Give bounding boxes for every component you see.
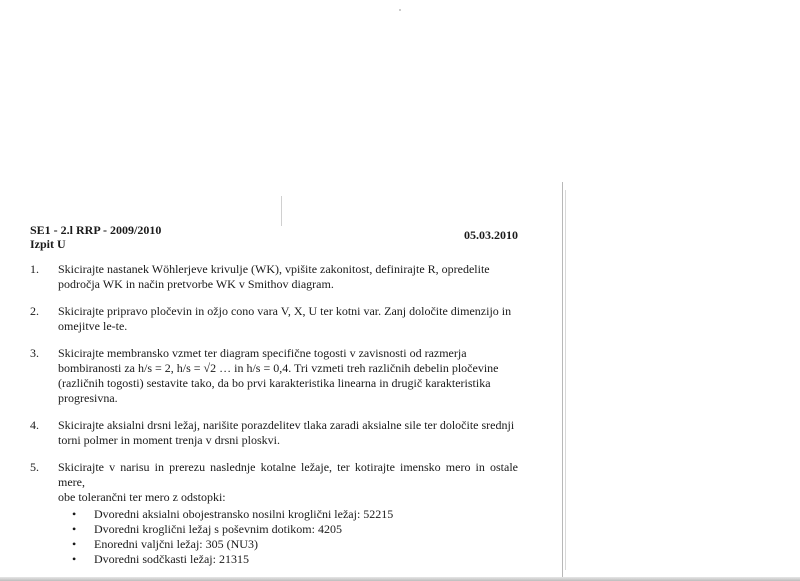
question-line: torni polmer in moment trenja v drsni ploskvi. [58,433,280,447]
course-title: SE1 - 2.l RRP - 2009/2010 [30,223,162,237]
question-line: bombiranosti za h/s = 2, h/s = √2 … in h/s = 0,4. Tri vzmeti treh različnih debelin pločevine [58,361,499,375]
question-line: omejitve le-te. [58,319,128,333]
question-number: 5. [30,460,39,474]
paper-edge-right-shadow [565,190,566,570]
question-line: (različnih togosti) sestavite tako, da bo prvi karakteristika linearna in drugič karakteristika [58,376,491,390]
bullet-icon: • [72,522,77,536]
exam-title: Izpit U [30,237,66,251]
bearing-item [58,552,518,567]
scan-speck [399,9,401,11]
question-item [30,460,518,567]
exam-header [30,223,161,251]
question-line: Skicirajte v narisu in prerezu naslednje kotalne ležaje, ter kotirajte imensko mero in ostale mere, [58,460,518,489]
bullet-icon: • [72,537,77,551]
paper-edge-right [562,182,563,581]
question-list [30,262,518,579]
question-number: 4. [30,418,39,432]
question-line: Skicirajte aksialni drsni ležaj, narišite porazdelitev tlaka zaradi aksialne sile ter določite srednji [58,418,515,432]
bearing-item [58,522,518,537]
bearing-label: Dvoredni aksialni obojestransko nosilni kroglični ležaj: 52215 [94,507,394,521]
question-line: progresivna. [58,391,118,405]
question-item [30,346,518,406]
bearing-item [58,537,518,552]
question-item [30,418,518,448]
question-number: 3. [30,346,39,360]
scan-fold-mark [281,196,282,226]
question-number: 1. [30,262,39,276]
bearing-label: Dvoredni kroglični ležaj s poševnim dotikom: 4205 [94,522,342,536]
question-line: Skicirajte membransko vzmet ter diagram specifične togosti v zavisnosti od razmerja [58,346,467,360]
question-line: področja WK in način pretvorbe WK v Smithov diagram. [58,277,334,291]
bearing-label: Dvoredni sodčkasti ležaj: 21315 [94,552,249,566]
question-item [30,262,518,292]
question-line: obe tolerančni ter mero z odstopki: [58,490,226,504]
bearing-item [58,507,518,522]
exam-date: 05.03.2010 [464,228,518,242]
bullet-icon: • [72,507,77,521]
question-item [30,304,518,334]
question-line: Skicirajte nastanek Wöhlerjeve krivulje (WK), vpišite zakonitost, definirajte R, opredelite [58,262,490,276]
question-line: Skicirajte pripravo pločevin in ožjo cono vara V, X, U ter kotni var. Zanj določite dimenzijo in [58,304,512,318]
bearing-list [58,507,518,567]
question-number: 2. [30,304,39,318]
bullet-icon: • [72,552,77,566]
bearing-label: Enoredni valjčni ležaj: 305 (NU3) [94,537,258,551]
